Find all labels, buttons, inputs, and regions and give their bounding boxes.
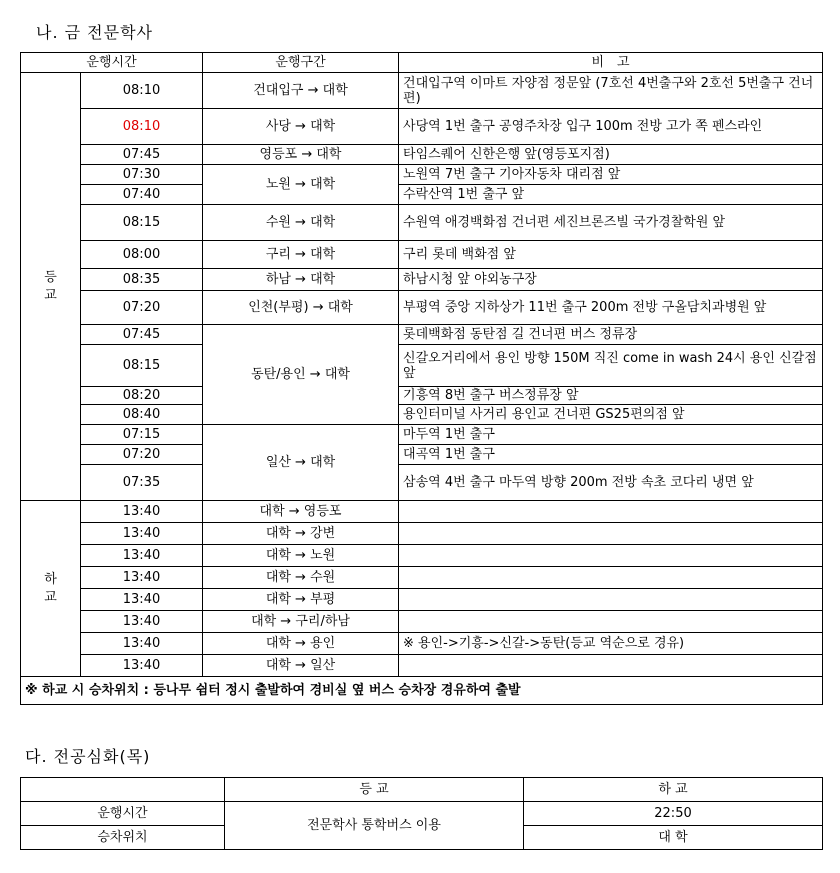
note-cell bbox=[399, 589, 823, 611]
return-place: 대 학 bbox=[524, 826, 823, 850]
time-cell: 07:45 bbox=[81, 325, 203, 345]
time-cell: 07:40 bbox=[81, 185, 203, 205]
note-cell: 용인터미널 사거리 용인교 건너편 GS25편의점 앞 bbox=[399, 405, 823, 425]
route-cell: 동탄/용인 → 대학 bbox=[203, 325, 399, 425]
route-cell: 구리 → 대학 bbox=[203, 241, 399, 269]
table-row bbox=[21, 633, 823, 655]
table-row bbox=[21, 567, 823, 589]
route-cell: 건대입구 → 대학 bbox=[203, 73, 399, 109]
table-header-row bbox=[21, 778, 823, 802]
table-row bbox=[21, 109, 823, 145]
route-cell: 인천(부평) → 대학 bbox=[203, 291, 399, 325]
advanced-course-table bbox=[20, 777, 823, 850]
note-cell bbox=[399, 545, 823, 567]
table-header-row bbox=[21, 53, 823, 73]
time-cell: 07:35 bbox=[81, 465, 203, 501]
row-label-place: 승차위치 bbox=[21, 826, 225, 850]
table-row bbox=[21, 205, 823, 241]
table-row bbox=[21, 523, 823, 545]
header-note: 비 고 bbox=[399, 53, 823, 73]
note-cell: 사당역 1번 출구 공영주차장 입구 100m 전방 고가 쪽 펜스라인 bbox=[399, 109, 823, 145]
footer-row bbox=[21, 677, 823, 705]
time-cell: 13:40 bbox=[81, 545, 203, 567]
row-label-time: 운행시간 bbox=[21, 802, 225, 826]
table-row bbox=[21, 387, 823, 405]
route-cell: 대학 → 강변 bbox=[203, 523, 399, 545]
note-cell: 기흥역 8번 출구 버스정류장 앞 bbox=[399, 387, 823, 405]
note-cell: 롯데백화점 동탄점 길 건너편 버스 정류장 bbox=[399, 325, 823, 345]
note-cell: 노원역 7번 출구 기아자동차 대리점 앞 bbox=[399, 165, 823, 185]
time-cell-highlight: 08:10 bbox=[81, 109, 203, 145]
route-cell: 대학 → 수원 bbox=[203, 567, 399, 589]
note-cell: ※ 용인->기흥->신갈->동탄(등교 역순으로 경유) bbox=[399, 633, 823, 655]
route-cell: 사당 → 대학 bbox=[203, 109, 399, 145]
note-cell: 삼송역 4번 출구 마두역 방향 200m 전방 속초 코다리 냉면 앞 bbox=[399, 465, 823, 501]
note-cell: 수원역 애경백화점 건너편 세진브론즈빌 국가경찰학원 앞 bbox=[399, 205, 823, 241]
table-row bbox=[21, 73, 823, 109]
table-row bbox=[21, 589, 823, 611]
note-cell bbox=[399, 611, 823, 633]
time-cell: 08:10 bbox=[81, 73, 203, 109]
table-row bbox=[21, 241, 823, 269]
note-cell: 신갈오거리에서 용인 방향 150M 직진 come in wash 24시 용인 신갈점 앞 bbox=[399, 345, 823, 387]
table-row bbox=[21, 655, 823, 677]
table-row bbox=[21, 445, 823, 465]
time-cell: 07:45 bbox=[81, 145, 203, 165]
route-cell: 수원 → 대학 bbox=[203, 205, 399, 241]
header-route: 운행구간 bbox=[203, 53, 399, 73]
note-cell bbox=[399, 655, 823, 677]
table-row bbox=[21, 802, 823, 826]
table-row bbox=[21, 611, 823, 633]
header-time: 운행시간 bbox=[21, 53, 203, 73]
route-cell: 대학 → 구리/하남 bbox=[203, 611, 399, 633]
header-going: 등 교 bbox=[225, 778, 524, 802]
time-cell: 07:30 bbox=[81, 165, 203, 185]
table-row bbox=[21, 345, 823, 387]
note-cell bbox=[399, 567, 823, 589]
table-row bbox=[21, 465, 823, 501]
returning-label: 하 교 bbox=[21, 501, 81, 677]
time-cell: 13:40 bbox=[81, 589, 203, 611]
going-label: 등 교 bbox=[21, 73, 81, 501]
route-cell: 노원 → 대학 bbox=[203, 165, 399, 205]
time-cell: 13:40 bbox=[81, 611, 203, 633]
table-row bbox=[21, 145, 823, 165]
time-cell: 08:00 bbox=[81, 241, 203, 269]
note-cell: 대곡역 1번 출구 bbox=[399, 445, 823, 465]
note-cell bbox=[399, 501, 823, 523]
note-cell: 수락산역 1번 출구 앞 bbox=[399, 185, 823, 205]
table-row bbox=[21, 165, 823, 185]
time-cell: 13:40 bbox=[81, 633, 203, 655]
note-cell: 타임스퀘어 신한은행 앞(영등포지점) bbox=[399, 145, 823, 165]
time-cell: 07:20 bbox=[81, 445, 203, 465]
table-row bbox=[21, 405, 823, 425]
header-return: 하 교 bbox=[524, 778, 823, 802]
table-row bbox=[21, 425, 823, 445]
note-cell: 하남시청 앞 야외농구장 bbox=[399, 269, 823, 291]
route-cell: 대학 → 영등포 bbox=[203, 501, 399, 523]
note-cell bbox=[399, 523, 823, 545]
route-cell: 대학 → 일산 bbox=[203, 655, 399, 677]
time-cell: 13:40 bbox=[81, 523, 203, 545]
time-cell: 13:40 bbox=[81, 655, 203, 677]
route-cell: 대학 → 부평 bbox=[203, 589, 399, 611]
note-cell: 구리 롯데 백화점 앞 bbox=[399, 241, 823, 269]
route-cell: 대학 → 노원 bbox=[203, 545, 399, 567]
table-row bbox=[21, 291, 823, 325]
route-cell: 영등포 → 대학 bbox=[203, 145, 399, 165]
note-cell: 부평역 중앙 지하상가 11번 출구 200m 전방 구올담치과병원 앞 bbox=[399, 291, 823, 325]
table-row bbox=[21, 269, 823, 291]
note-cell: 건대입구역 이마트 자양점 정문앞 (7호선 4번출구와 2호선 5번출구 건너편) bbox=[399, 73, 823, 109]
note-cell: 마두역 1번 출구 bbox=[399, 425, 823, 445]
footer-note: ※ 하교 시 승차위치 : 등나무 쉼터 정시 출발하여 경비실 옆 버스 승차장 경유하여 출발 bbox=[21, 677, 823, 705]
time-cell: 08:15 bbox=[81, 345, 203, 387]
route-cell: 대학 → 용인 bbox=[203, 633, 399, 655]
table-row bbox=[21, 545, 823, 567]
time-cell: 13:40 bbox=[81, 567, 203, 589]
table-row bbox=[21, 185, 823, 205]
going-value: 전문학사 통학버스 이용 bbox=[225, 802, 524, 850]
route-cell: 하남 → 대학 bbox=[203, 269, 399, 291]
section1-title: 나. 금 전문학사 bbox=[36, 23, 153, 42]
route-cell: 일산 → 대학 bbox=[203, 425, 399, 501]
time-cell: 08:20 bbox=[81, 387, 203, 405]
table-row bbox=[21, 501, 823, 523]
time-cell: 08:15 bbox=[81, 205, 203, 241]
time-cell: 08:35 bbox=[81, 269, 203, 291]
section2-title: 다. 전공심화(목) bbox=[25, 747, 151, 766]
bus-schedule-table bbox=[20, 52, 823, 705]
time-cell: 07:20 bbox=[81, 291, 203, 325]
table-row bbox=[21, 325, 823, 345]
time-cell: 07:15 bbox=[81, 425, 203, 445]
time-cell: 13:40 bbox=[81, 501, 203, 523]
return-time: 22:50 bbox=[524, 802, 823, 826]
time-cell: 08:40 bbox=[81, 405, 203, 425]
empty-header-cell bbox=[21, 778, 225, 802]
